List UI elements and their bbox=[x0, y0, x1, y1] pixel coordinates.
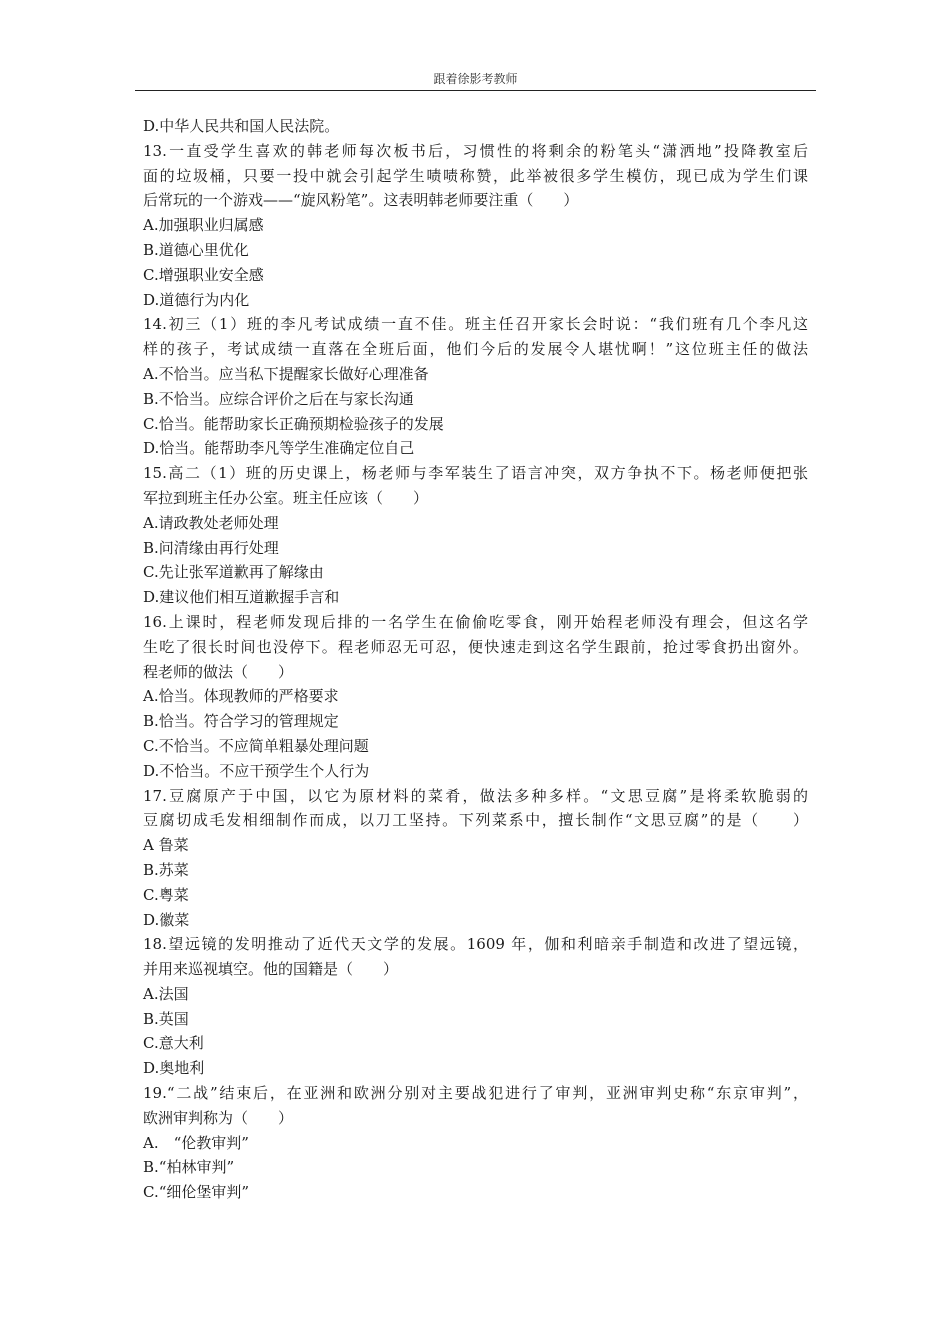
text-line: 程老师的做法（ ） bbox=[143, 662, 294, 681]
text-line: A. “伦教审判” bbox=[143, 1133, 249, 1152]
text-line: B.苏菜 bbox=[143, 860, 189, 879]
text-line: D.建议他们相互道歉握手言和 bbox=[143, 588, 340, 607]
text-line: A.恰当。体现教师的严格要求 bbox=[143, 687, 339, 706]
text-line: B.道德心里优化 bbox=[143, 240, 249, 259]
text-line: 17.豆腐原产于中国，以它为原材料的菜肴，做法多种多样。“文思豆腐”是将柔软脆弱的 bbox=[143, 786, 808, 805]
text-line: 生吃了很长时间也没停下。程老师忍无可忍，便快速走到这名学生跟前，抢过零食扔出窗外。 bbox=[143, 637, 808, 656]
text-line: 后常玩的一个游戏——“旋风粉笔”。这表明韩老师要注重（ ） bbox=[143, 191, 579, 210]
text-line: C.“细伦堡审判” bbox=[143, 1183, 250, 1202]
text-line: 并用来巡视填空。他的国籍是（ ） bbox=[143, 960, 399, 979]
text-line: A.法国 bbox=[143, 984, 189, 1003]
text-line: 19.“二战”结束后，在亚洲和欧洲分别对主要战犯进行了审判，亚洲审判史称“东京审判”， bbox=[143, 1084, 808, 1103]
text-line: 16.上课时，程老师发现后排的一名学生在偷偷吃零食，刚开始程老师没有理会，但这名学 bbox=[143, 612, 808, 631]
text-line: B.英国 bbox=[143, 1009, 189, 1028]
text-line: D.不恰当。不应干预学生个人行为 bbox=[143, 761, 370, 780]
text-line: A.加强职业归属感 bbox=[143, 216, 264, 235]
page-header bbox=[135, 72, 816, 91]
text-line: C.意大利 bbox=[143, 1034, 204, 1053]
text-line: 13.一直受学生喜欢的韩老师每次板书后，习惯性的将剩余的粉笔头“潇洒地”投降教室后 bbox=[143, 141, 808, 160]
text-line: D.中华人民共和国人民法院。 bbox=[143, 117, 340, 135]
text-line: 军拉到班主任办公室。班主任应该（ ） bbox=[143, 488, 429, 507]
text-line: B.“柏林审判” bbox=[143, 1158, 235, 1177]
text-line: A 鲁菜 bbox=[143, 836, 189, 855]
text-line: C.先让张军道歉再了解缘由 bbox=[143, 563, 324, 582]
text-line: C.增强职业安全感 bbox=[143, 265, 264, 284]
text-line: B.问清缘由再行处理 bbox=[143, 538, 279, 557]
text-line: A.不恰当。应当私下提醒家长做好心理准备 bbox=[143, 364, 429, 383]
text-line: 面的垃圾桶，只要一投中就会引起学生啧啧称赞，此举被很多学生模仿，现已成为学生们课 bbox=[143, 166, 808, 185]
text-line: 14.初三（1）班的李凡考试成绩一直不佳。班主任召开家长会时说：“我们班有几个李凡这 bbox=[143, 315, 808, 334]
text-line: C.粤菜 bbox=[143, 885, 189, 904]
text-line: B.不恰当。应综合评价之后在与家长沟通 bbox=[143, 389, 414, 408]
text-line: A.请政教处老师处理 bbox=[143, 513, 279, 532]
text-line: 15.高二（1）班的历史课上，杨老师与李军装生了语言冲突，双方争执不下。杨老师便把张 bbox=[143, 464, 808, 483]
text-line: D.徽菜 bbox=[143, 910, 190, 929]
text-line: D.道德行为内化 bbox=[143, 290, 250, 309]
text-line: 欧洲审判称为（ ） bbox=[143, 1108, 294, 1127]
text-line: D.恰当。能帮助李凡等学生准确定位自己 bbox=[143, 439, 415, 458]
text-line: B.恰当。符合学习的管理规定 bbox=[143, 712, 339, 731]
text-line: 样的孩子，考试成绩一直落在全班后面，他们今后的发展令人堪忧啊！”这位班主任的做法 bbox=[143, 340, 808, 359]
header-title: 跟着徐影考教师 bbox=[433, 72, 518, 86]
text-line: C.不恰当。不应简单粗暴处理问题 bbox=[143, 736, 369, 755]
text-line: 豆腐切成毛发相细制作而成，以刀工坚持。下列菜系中，擅长制作“文思豆腐”的是（ ） bbox=[143, 811, 808, 830]
document-body bbox=[143, 114, 808, 1205]
text-line: D.奥地利 bbox=[143, 1059, 205, 1078]
text-line: C.恰当。能帮助家长正确预期检验孩子的发展 bbox=[143, 414, 444, 433]
text-line: 18.望远镜的发明推动了近代天文学的发展。1609 年，伽和利暗亲手制造和改进了望远镜， bbox=[143, 935, 808, 954]
